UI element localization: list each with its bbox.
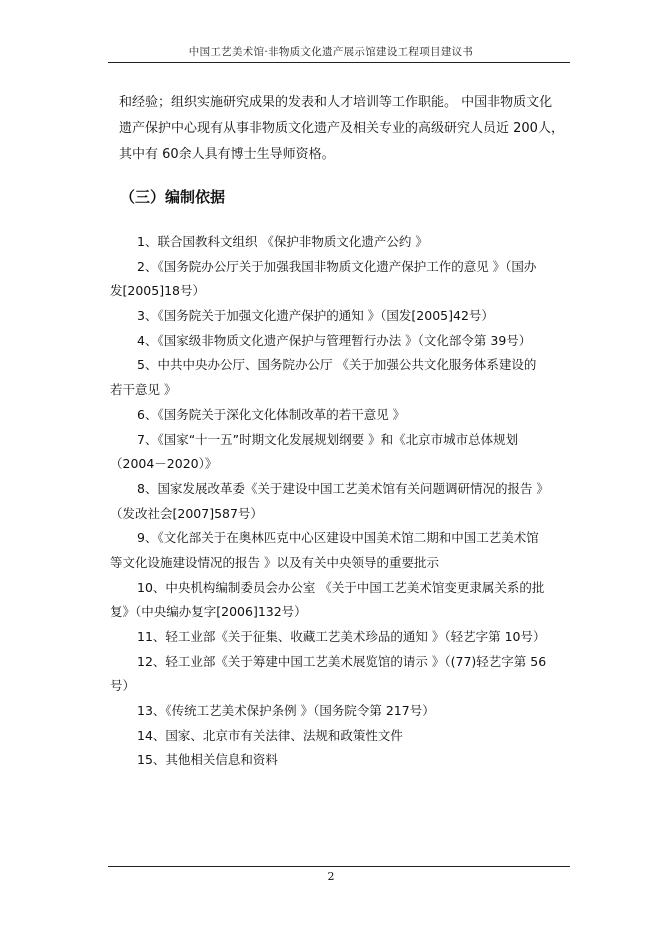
- basis-item-line: 8、国家发展改革委《关于建设中国工艺美术馆有关问题调研情况的报告 》: [137, 480, 549, 496]
- basis-item-line: 14、国家、北京市有关法律、法规和政策性文件: [137, 727, 403, 743]
- basis-item-line: 7、《国家“十一五”时期文化发展规划纲要 》和《北京市城市总体规划: [137, 431, 519, 447]
- basis-item-line: 11、轻工业部《关于征集、收藏工艺美术珍品的通知 》（轻艺字第 10号）: [137, 629, 546, 644]
- basis-item: [110, 428, 572, 477]
- header-rule: [108, 62, 570, 63]
- basis-item-line: 12、轻工业部《关于筹建中国工艺美术展览馆的请示 》（(77)轻艺字第 56: [137, 653, 547, 669]
- basis-item-continuation: 号）: [110, 678, 136, 694]
- basis-item-continuation: （2004－2020）》: [110, 456, 218, 472]
- basis-item-line: 10、中央机构编制委员会办公室 《关于中国工艺美术馆变更隶属关系的批: [137, 579, 545, 595]
- basis-item: [110, 353, 572, 402]
- basis-item-continuation: 复》（中央编办复字[2006]132号）: [110, 604, 307, 620]
- section-heading: （三）编制依据: [120, 188, 226, 206]
- basis-item-line: 2、《国务院办公厅关于加强我国非物质文化遗产保护工作的意见 》（国办: [137, 258, 537, 274]
- basis-item-line: 1、联合国教科文组织 《保护非物质文化遗产公约 》: [137, 234, 428, 249]
- basis-item: [110, 625, 572, 650]
- basis-item: [110, 329, 572, 354]
- basis-item: [110, 304, 572, 329]
- page-number: 2: [327, 870, 335, 883]
- basis-item-line: 4、《国家级非物质文化遗产保护与管理暂行办法 》（文化部令第 39号）: [137, 332, 532, 348]
- basis-item: [110, 477, 572, 526]
- running-header-title: 中国工艺美术馆·非物质文化遗产展示馆建设工程项目建议书: [188, 46, 474, 58]
- basis-item: [110, 724, 572, 749]
- basis-item-continuation: 若干意见 》: [110, 382, 177, 398]
- footer-rule: [108, 866, 570, 867]
- basis-item-continuation: 发[2005]18号）: [110, 283, 205, 299]
- intro-line: 遗产保护中心现有从事非物质文化遗产及相关专业的高级研究人员近 200人，: [119, 121, 564, 136]
- basis-item: [110, 748, 572, 773]
- intro-paragraph: [119, 90, 571, 168]
- basis-item: [110, 699, 572, 724]
- basis-list: [110, 230, 572, 773]
- basis-item: [110, 576, 572, 625]
- basis-item: [110, 255, 572, 304]
- basis-item-continuation: （发改社会[2007]587号）: [110, 505, 263, 521]
- basis-item: [110, 230, 572, 255]
- basis-item-line: 3、《国务院关于加强文化遗产保护的通知 》（国发[2005]42号）: [137, 308, 494, 324]
- basis-item: [110, 526, 572, 575]
- basis-item: [110, 403, 572, 428]
- basis-item-line: 13、《传统工艺美术保护条例 》（国务院令第 217号）: [137, 703, 435, 719]
- basis-item-continuation: 等文化设施建设情况的报告 》以及有关中央领导的重要批示: [110, 554, 439, 570]
- intro-line: 其中有 60余人具有博士生导师资格。: [119, 147, 335, 162]
- basis-item: [110, 650, 572, 699]
- basis-item-line: 9、《文化部关于在奥林匹克中心区建设中国美术馆二期和中国工艺美术馆: [137, 530, 539, 546]
- basis-item-line: 5、中共中央办公厅、国务院办公厅 《关于加强公共文化服务体系建设的: [137, 357, 537, 373]
- intro-line: 和经验；组织实施研究成果的发表和人才培训等工作职能。 中国非物质文化: [119, 95, 553, 110]
- basis-item-line: 6、《国务院关于深化文化体制改革的若干意见 》: [137, 406, 406, 422]
- basis-item-line: 15、其他相关信息和资料: [137, 752, 278, 768]
